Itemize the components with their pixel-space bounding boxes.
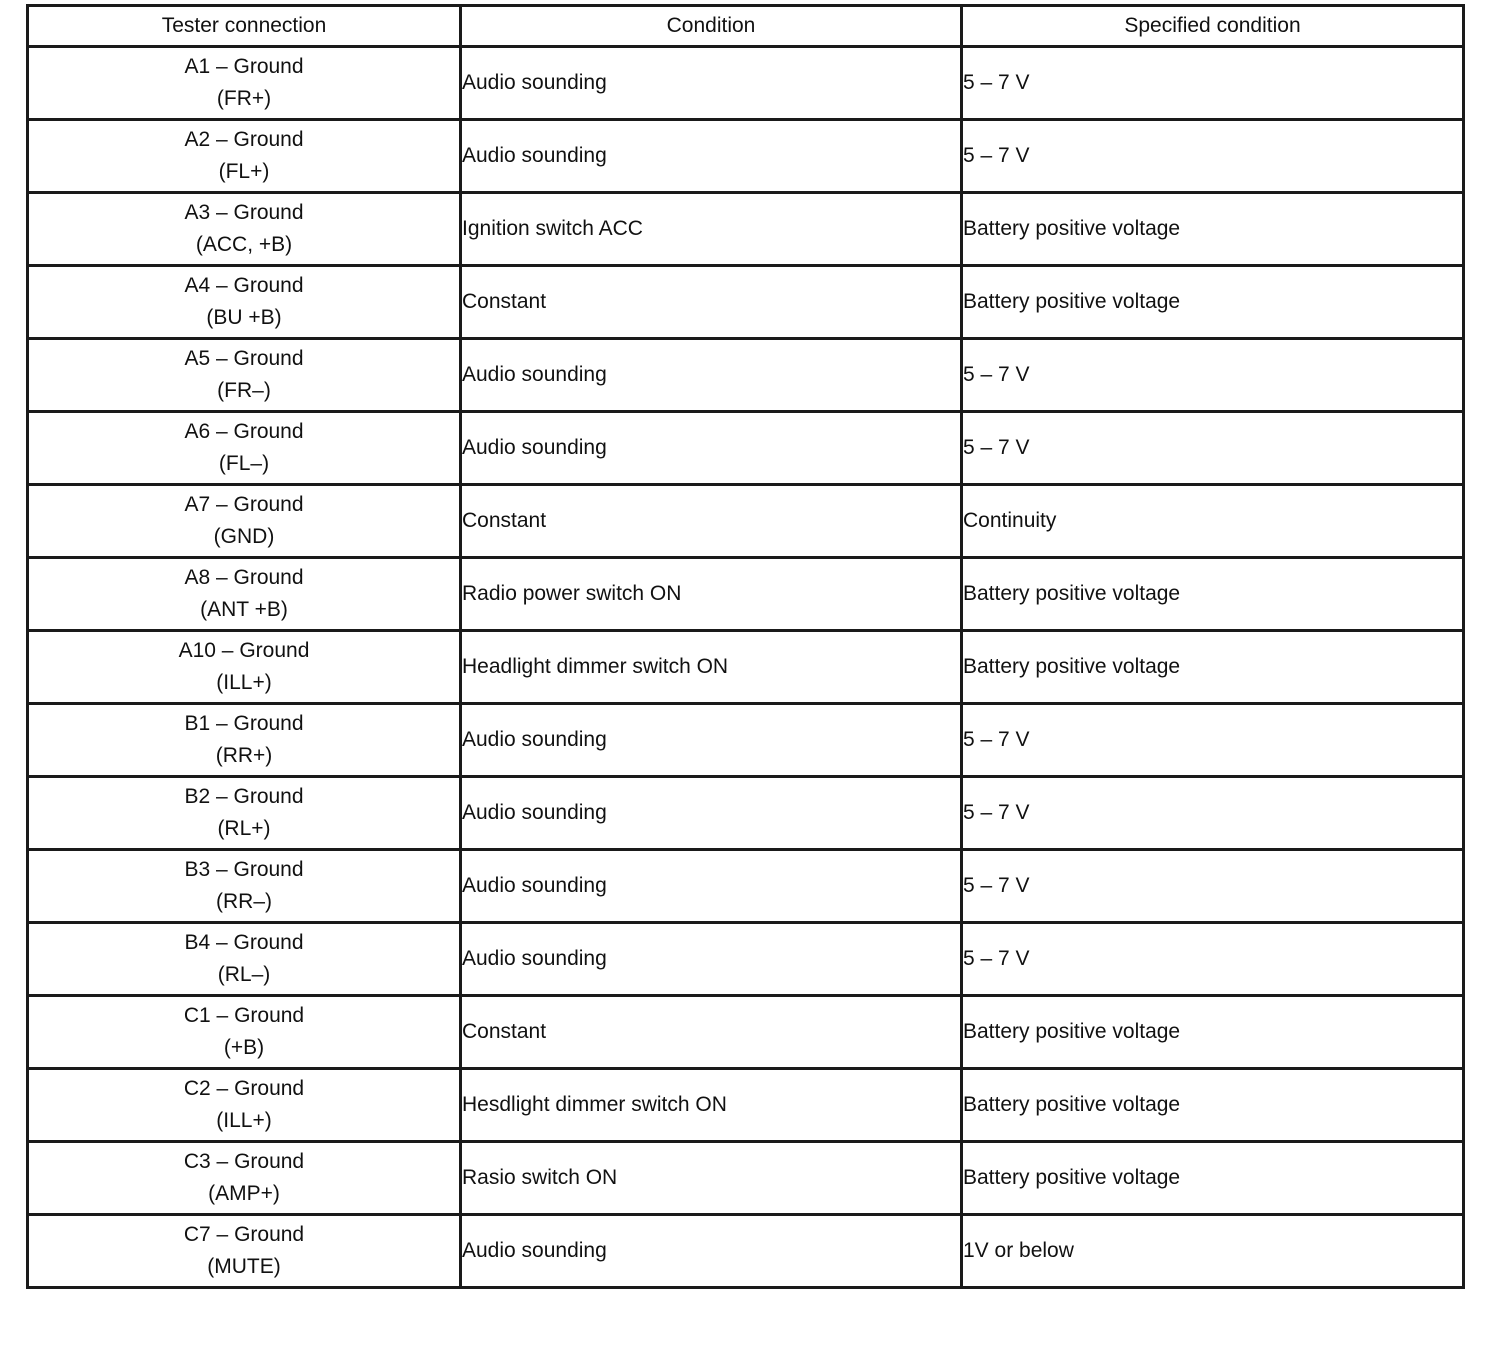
- terminal-label: A8 – Ground: [184, 566, 304, 589]
- signal-label: (GND): [213, 525, 275, 548]
- terminal-label: B2 – Ground: [184, 785, 304, 808]
- condition-cell: Audio sounding: [461, 923, 962, 996]
- condition-cell: Ignition switch ACC: [461, 193, 962, 266]
- terminal-label: A3 – Ground: [184, 201, 304, 224]
- table-row: [28, 1069, 1464, 1142]
- specified-condition-cell: Battery positive voltage: [962, 631, 1464, 704]
- signal-label: (FL–): [218, 452, 270, 475]
- specified-condition-cell: Continuity: [962, 485, 1464, 558]
- table-row: [28, 1142, 1464, 1215]
- terminal-label: A2 – Ground: [184, 128, 304, 151]
- condition-cell: Radio power switch ON: [461, 558, 962, 631]
- signal-label: (+B): [223, 1036, 265, 1059]
- condition-cell: Audio sounding: [461, 47, 962, 120]
- tester-connection-cell: [28, 47, 461, 120]
- condition-cell: Rasio switch ON: [461, 1142, 962, 1215]
- header-row: [28, 6, 1464, 47]
- terminal-label: B1 – Ground: [184, 712, 304, 735]
- table-row: [28, 631, 1464, 704]
- condition-cell: Audio sounding: [461, 850, 962, 923]
- tester-connection-cell: [28, 1215, 461, 1288]
- specified-condition-cell: Battery positive voltage: [962, 996, 1464, 1069]
- table-row: [28, 339, 1464, 412]
- table-row: [28, 923, 1464, 996]
- condition-cell: Audio sounding: [461, 704, 962, 777]
- specified-condition-cell: Battery positive voltage: [962, 266, 1464, 339]
- terminal-label: A10 – Ground: [178, 639, 310, 662]
- header-specified-condition: Specified condition: [962, 6, 1464, 47]
- table-row: [28, 193, 1464, 266]
- table-row: [28, 777, 1464, 850]
- specified-condition-cell: 5 – 7 V: [962, 339, 1464, 412]
- tester-connection-cell: [28, 850, 461, 923]
- terminal-label: C1 – Ground: [183, 1004, 305, 1027]
- table-row: [28, 485, 1464, 558]
- tester-connection-cell: [28, 1142, 461, 1215]
- terminal-label: A6 – Ground: [184, 420, 304, 443]
- signal-label: (RR+): [215, 744, 273, 767]
- tester-connection-cell: [28, 558, 461, 631]
- tester-connection-cell: [28, 193, 461, 266]
- specified-condition-cell: Battery positive voltage: [962, 1069, 1464, 1142]
- specified-condition-cell: 5 – 7 V: [962, 120, 1464, 193]
- specified-condition-cell: Battery positive voltage: [962, 558, 1464, 631]
- terminal-label: A7 – Ground: [184, 493, 304, 516]
- signal-label: (AMP+): [208, 1182, 280, 1205]
- tester-connection-cell: [28, 996, 461, 1069]
- signal-label: (RR–): [216, 890, 272, 913]
- table-row: [28, 996, 1464, 1069]
- specified-condition-cell: 5 – 7 V: [962, 923, 1464, 996]
- terminal-label: C2 – Ground: [183, 1077, 305, 1100]
- condition-cell: Constant: [461, 485, 962, 558]
- signal-label: (RL–): [217, 963, 271, 986]
- table-row: [28, 558, 1464, 631]
- terminal-label: A1 – Ground: [184, 55, 304, 78]
- table-row: [28, 412, 1464, 485]
- signal-label: (ANT +B): [200, 598, 288, 621]
- tester-connection-cell: [28, 631, 461, 704]
- table-row: [28, 47, 1464, 120]
- tester-connection-cell: [28, 412, 461, 485]
- tester-connection-table: [26, 4, 1465, 1289]
- condition-cell: Audio sounding: [461, 339, 962, 412]
- signal-label: (RL+): [217, 817, 271, 840]
- table-row: [28, 850, 1464, 923]
- specified-condition-cell: Battery positive voltage: [962, 1142, 1464, 1215]
- condition-cell: Headlight dimmer switch ON: [461, 631, 962, 704]
- terminal-label: C7 – Ground: [183, 1223, 305, 1246]
- condition-cell: Constant: [461, 266, 962, 339]
- tester-connection-cell: [28, 339, 461, 412]
- signal-label: (FR–): [217, 379, 271, 402]
- specified-condition-cell: 1V or below: [962, 1215, 1464, 1288]
- specified-condition-cell: 5 – 7 V: [962, 704, 1464, 777]
- condition-cell: Audio sounding: [461, 1215, 962, 1288]
- terminal-label: A5 – Ground: [184, 347, 304, 370]
- signal-label: (FR+): [216, 87, 272, 110]
- tester-connection-cell: [28, 485, 461, 558]
- signal-label: (ILL+): [216, 671, 272, 694]
- terminal-label: B4 – Ground: [184, 931, 304, 954]
- signal-label: (FL+): [218, 160, 270, 183]
- signal-label: (ILL+): [216, 1109, 272, 1132]
- tester-connection-cell: [28, 704, 461, 777]
- tester-connection-cell: [28, 120, 461, 193]
- condition-cell: Audio sounding: [461, 120, 962, 193]
- condition-cell: Audio sounding: [461, 777, 962, 850]
- condition-cell: Constant: [461, 996, 962, 1069]
- header-condition: Condition: [461, 6, 962, 47]
- specified-condition-cell: 5 – 7 V: [962, 47, 1464, 120]
- table-row: [28, 704, 1464, 777]
- tester-connection-cell: [28, 923, 461, 996]
- terminal-label: A4 – Ground: [184, 274, 304, 297]
- tester-connection-cell: [28, 777, 461, 850]
- signal-label: (ACC, +B): [195, 233, 293, 256]
- terminal-label: C3 – Ground: [183, 1150, 305, 1173]
- terminal-label: B3 – Ground: [184, 858, 304, 881]
- specified-condition-cell: 5 – 7 V: [962, 850, 1464, 923]
- table-row: [28, 120, 1464, 193]
- signal-label: (BU +B): [206, 306, 282, 329]
- signal-label: (MUTE): [207, 1255, 281, 1278]
- specified-condition-cell: 5 – 7 V: [962, 412, 1464, 485]
- header-tester-connection: Tester connection: [28, 6, 461, 47]
- tester-connection-cell: [28, 266, 461, 339]
- specified-condition-cell: 5 – 7 V: [962, 777, 1464, 850]
- condition-cell: Audio sounding: [461, 412, 962, 485]
- tester-connection-cell: [28, 1069, 461, 1142]
- table-row: [28, 1215, 1464, 1288]
- specified-condition-cell: Battery positive voltage: [962, 193, 1464, 266]
- condition-cell: Hesdlight dimmer switch ON: [461, 1069, 962, 1142]
- table-row: [28, 266, 1464, 339]
